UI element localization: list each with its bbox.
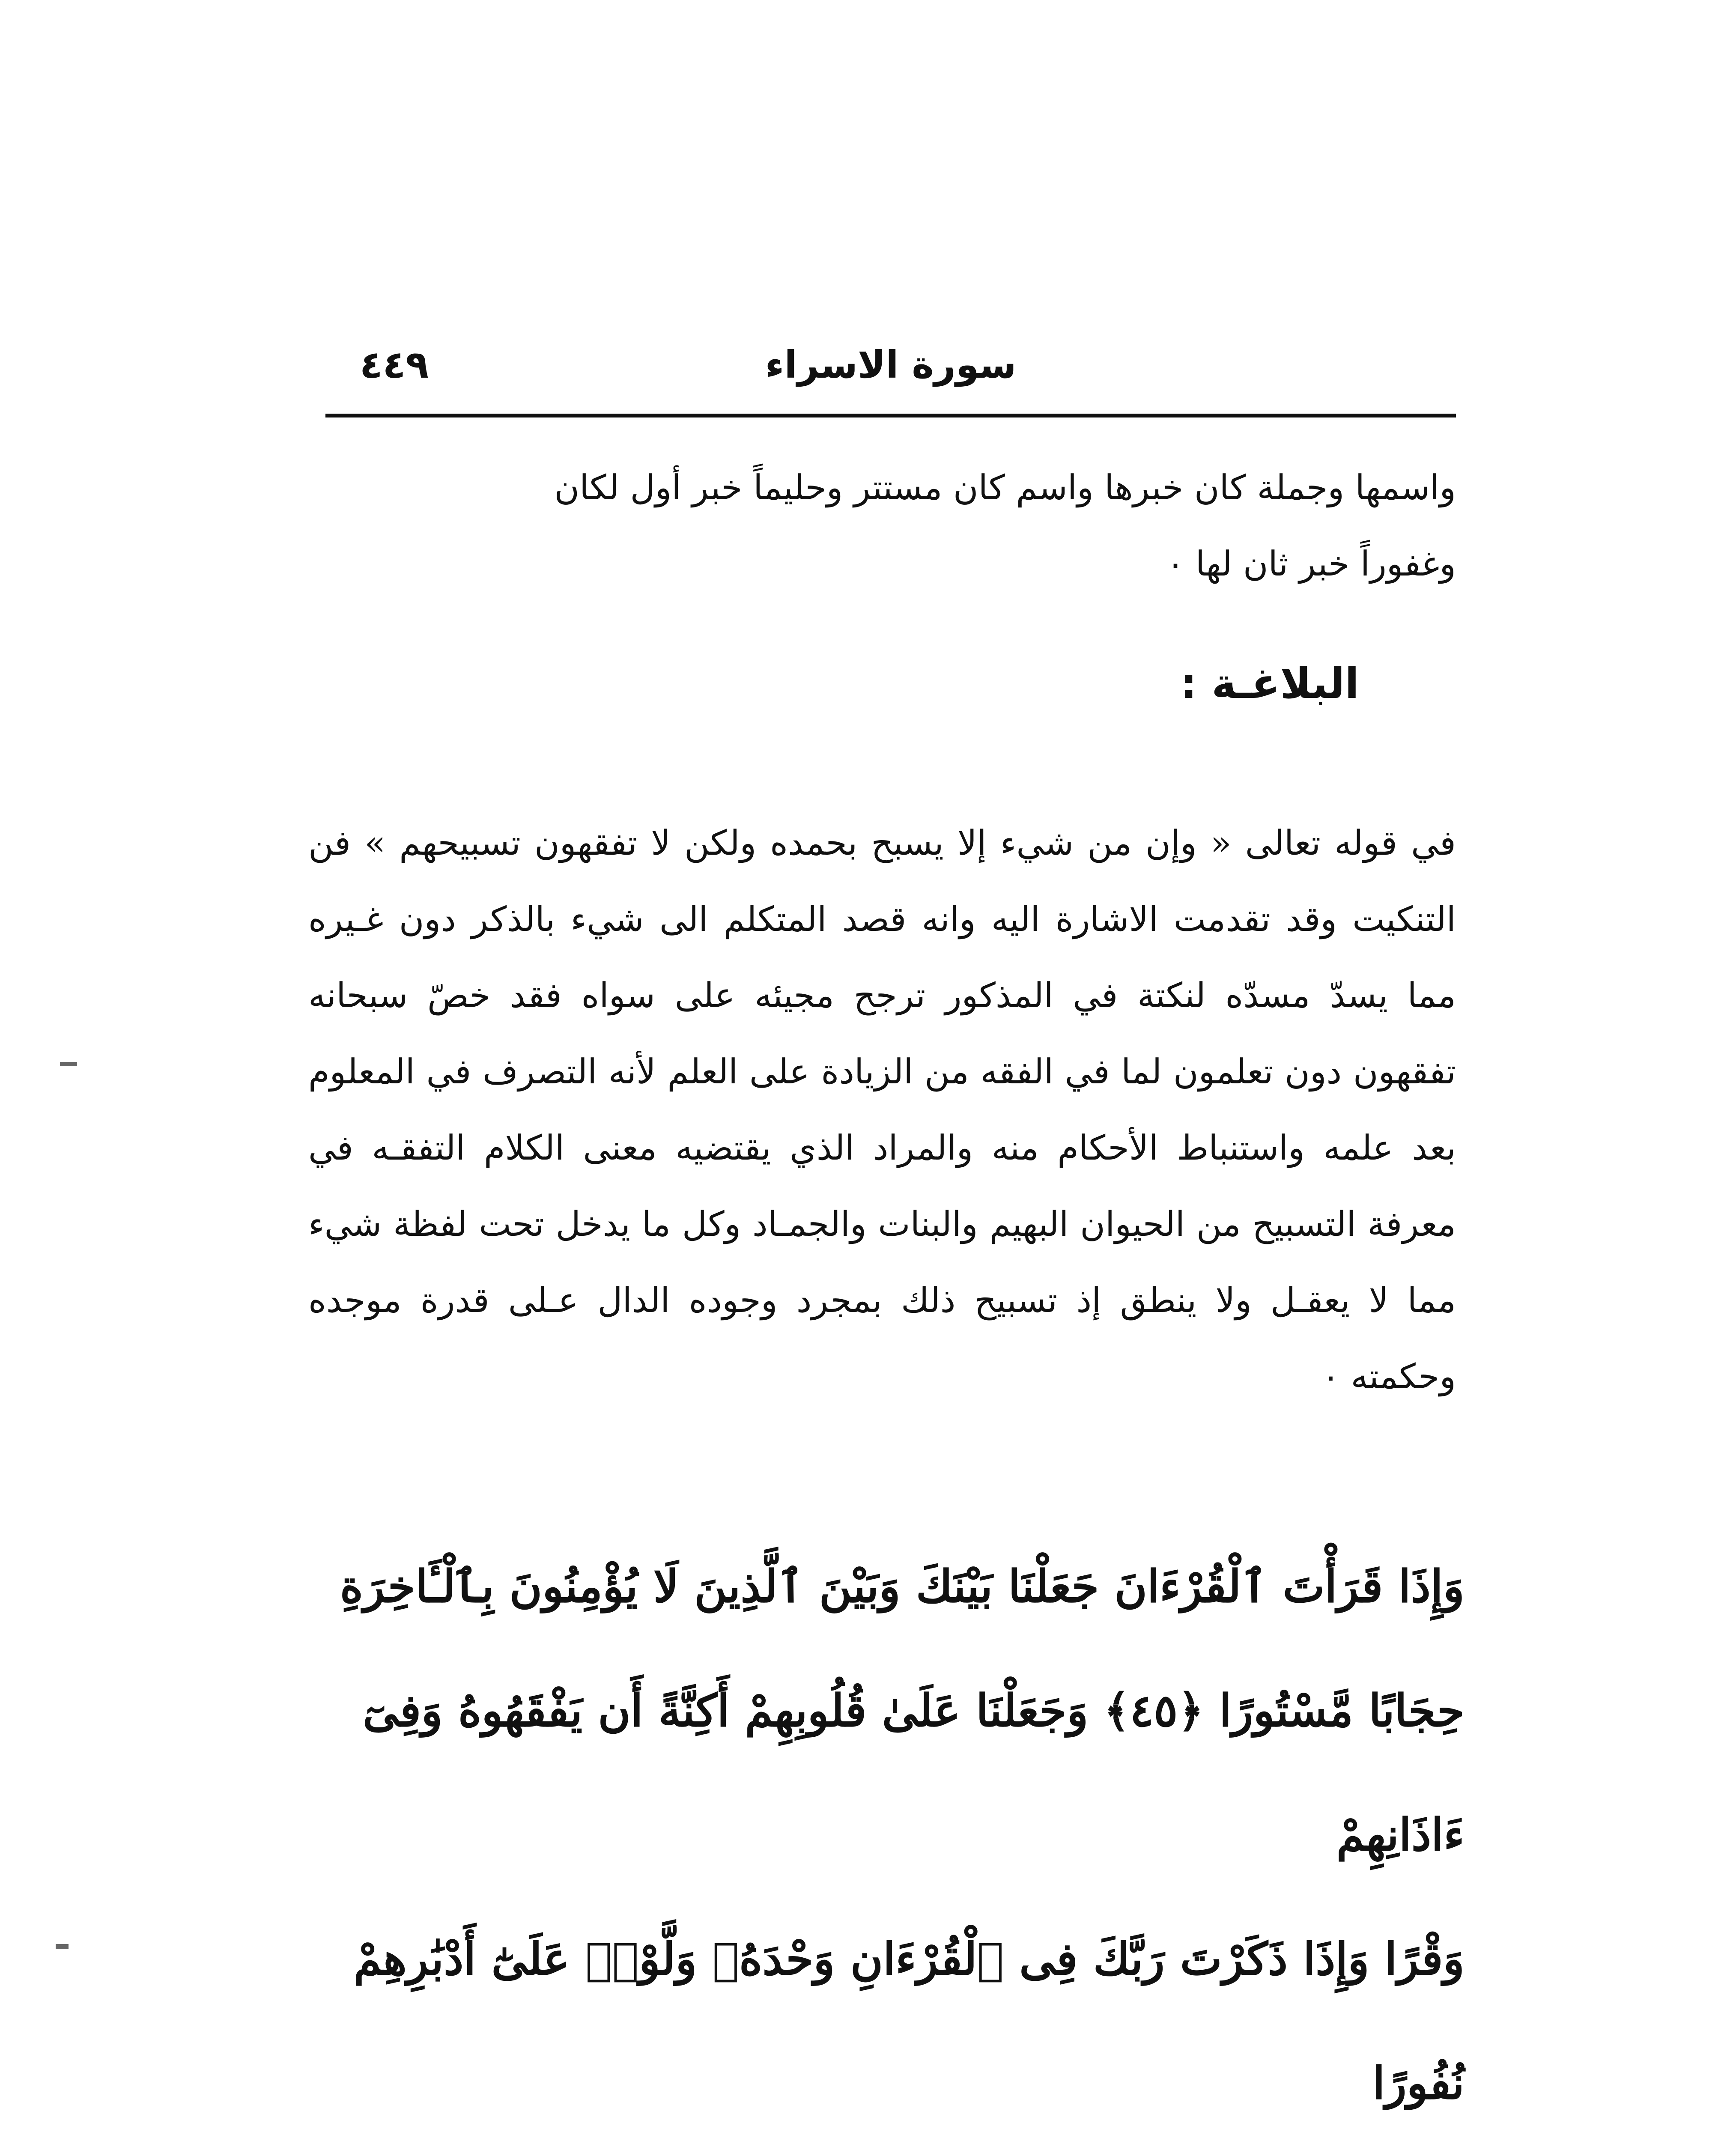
top-paragraph-line-2: وغفوراً خبر ثان لها ٠ <box>1166 544 1456 584</box>
surah-title: سورة الاسراء <box>765 343 1017 387</box>
balagha-paragraph: في قوله تعالى « وإن من شيء إلا يسبح بحمده ولكن لا تفقهون تسبيحهم » فن التنكيت وقد تقدمت الاشارة اليه وانه قصد المتكلم الى شيء بالذكر دون غـيره مما يسدّ مسدّه لنكتة في المذكور ترجح مجيئه على سواه فقد خصّ سبحانه تفقهون دون تعلمون لما في الفقه من الزيادة على العلم لأنه التصرف في المعلوم بعد علمه واستنباط الأحكام منه والمراد الذي يقتضيه معنى الكلام التفقـه في معرفة التسبيح من الحيوان البهيم والبنات والجمـاد وكل ما يدخل تحت لفظة شيء مما لا يعقـل ولا ينطق إذ تسبيح ذلك بمجرد وجوده الدال عـلى قدرة موجده وحكمته ٠ <box>308 823 1456 1396</box>
section-heading-balagha: البلاغـة : <box>1180 659 1359 708</box>
page-number: ٤٤٩ <box>360 343 429 387</box>
header-divider <box>325 414 1456 417</box>
top-paragraph <box>308 450 1456 602</box>
page-header <box>325 317 1456 394</box>
quran-verses <box>308 1524 1465 2141</box>
quran-line-3: وَقْرًا وَإِذَا ذَكَرْتَ رَبَّكَ فِى ٱلْقُرْءَانِ وَحْدَهُۥ وَلَّوْا۟ عَلَىٰٓ أَدْبَٰرِهِمْ نُفُورًا <box>353 1932 1465 2109</box>
scan-mark <box>56 1944 69 1949</box>
quran-line-1: وَإِذَا قَرَأْتَ ٱلْقُرْءَانَ جَعَلْنَا بَيْنَكَ وَبَيْنَ ٱلَّذِينَ لَا يُؤْمِنُونَ بِٱلْـَٔاخِرَةِ <box>340 1560 1465 1613</box>
scan-mark <box>60 1062 77 1066</box>
top-paragraph-line-1: واسمها وجملة كان خبرها واسم كان مستتر وحليماً خبر أول لكان <box>554 468 1456 507</box>
quran-line-2: حِجَابًا مَّسْتُورًا ﴿٤٥﴾ وَجَعَلْنَا عَلَىٰ قُلُوبِهِمْ أَكِنَّةً أَن يَفْقَهُوهُ وَفِىٓ ءَاذَانِهِمْ <box>363 1684 1465 1861</box>
